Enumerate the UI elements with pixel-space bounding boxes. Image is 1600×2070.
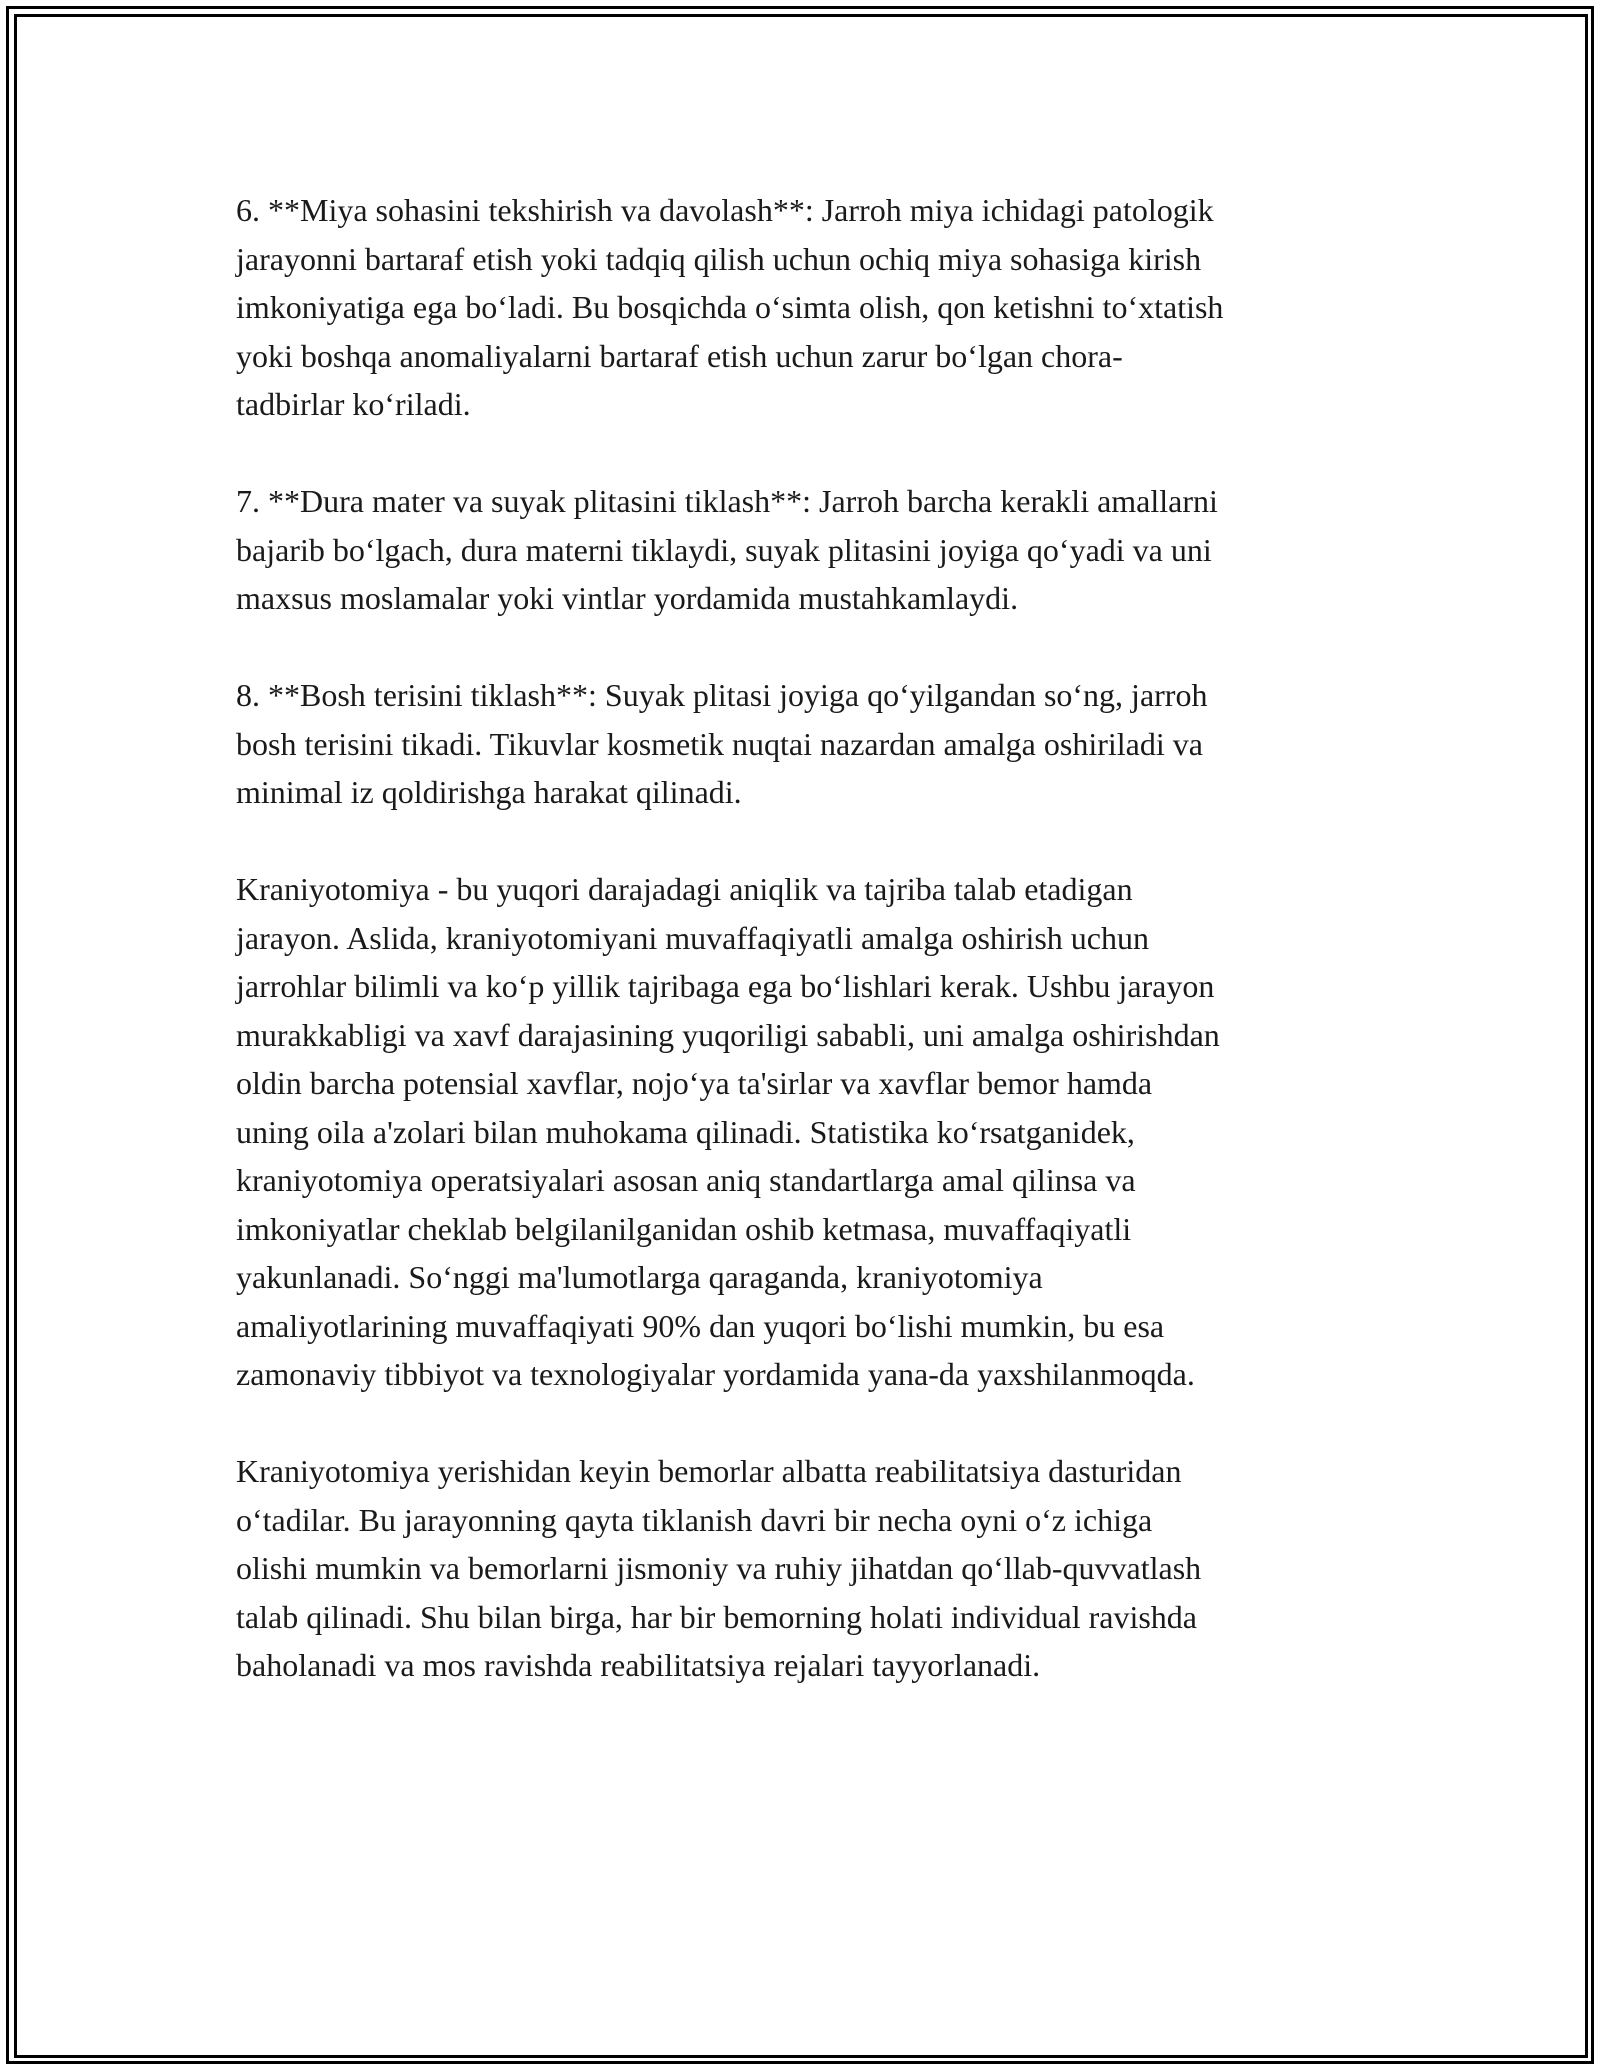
paragraph-step-8: 8. **Bosh terisini tiklash**: Suyak plitasi joyiga qo‘yilgandan so‘ng, jarroh bosh terisini tikadi. Tikuvlar kosmetik nuqtai nazardan amalga oshiriladi va minimal iz qoldirishga harakat qilinadi. [236, 677, 1208, 810]
paragraph-step-6: 6. **Miya sohasini tekshirish va davolash**: Jarroh miya ichidagi patologik jarayonni bartaraf etish yoki tadqiq qilish uchun ochiq miya sohasiga kirish imkoniyatiga ega bo‘ladi. Bu bosqichda o‘simta olish, qon ketishni to‘xtatish yoki boshqa anomaliyalarni bartaraf etish uchun zarur bo‘lgan chora- tadbirlar ko‘riladi. [236, 192, 1224, 422]
paragraph-rehabilitation: Kraniyotomiya yerishidan keyin bemorlar albatta reabilitatsiya dasturidan o‘tadilar. Bu jarayonning qayta tiklanish davri bir necha oyni o‘z ichiga olishi mumkin va bemorlarni jismoniy va ruhiy jihatdan qo‘llab-quvvatlash talab qilinadi. Shu bilan birga, har bir bemorning holati individual ravishda baholanadi va mos ravishda reabilitatsiya rejalari tayyorlanadi. [236, 1453, 1202, 1683]
paragraph-craniotomy-overview: Kraniyotomiya - bu yuqori darajadagi aniqlik va tajriba talab etadigan jarayon. Aslida, kraniyotomiyani muvaffaqiyatli amalga oshirish uchun jarrohlar bilimli va ko‘p yillik tajribaga ega bo‘lishlari kerak. Ushbu jarayon murakkabligi va xavf darajasining yuqoriligi sababli, uni amalga oshirishdan oldin barcha potensial xavflar, nojo‘ya ta'sirlar va xavflar bemor hamda uning oila a'zolari bilan muhokama qilinadi. Statistika ko‘rsatganidek, kraniyotomiya operatsiyalari asosan aniq standartlarga amal qilinsa va imkoniyatlar cheklab belgilanilganidan oshib ketmasa, muvaffaqiyatli yakunlanadi. So‘nggi ma'lumotlarga qaraganda, kraniyotomiya amaliyotlarining muvaffaqiyati 90% dan yuqori bo‘lishi mumkin, bu esa zamonaviy tibbiyot va texnologiyalar yordamida yana-da yaxshilanmoqda. [236, 871, 1220, 1392]
paragraph-step-7: 7. **Dura mater va suyak plitasini tiklash**: Jarroh barcha kerakli amallarni bajarib bo‘lgach, dura materni tiklaydi, suyak plitasini joyiga qo‘yadi va uni maxsus moslamalar yoki vintlar yordamida mustahkamlaydi. [236, 483, 1218, 616]
document-body [236, 186, 1376, 1738]
